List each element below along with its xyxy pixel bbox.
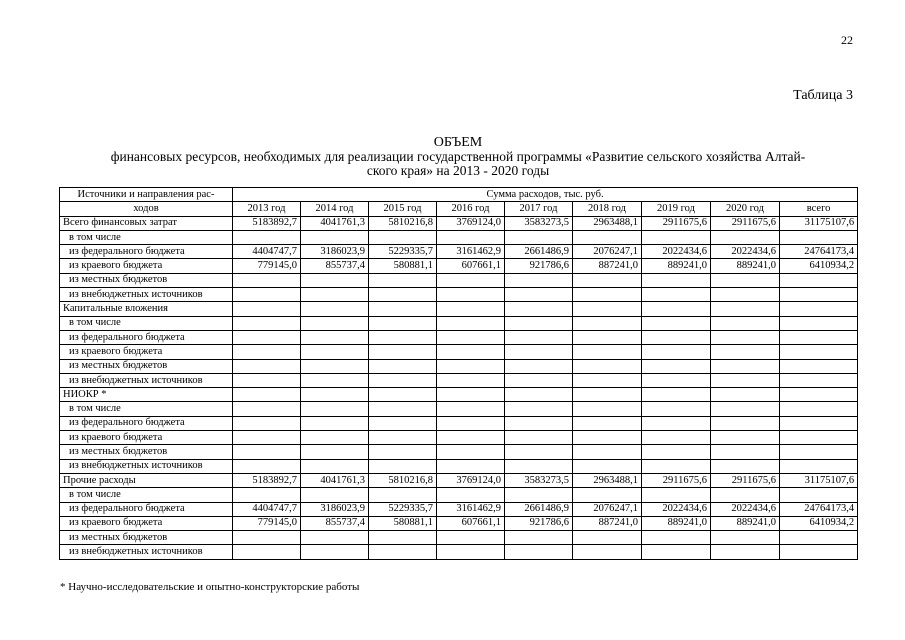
value-cell: 921786,6 — [505, 516, 573, 530]
value-cell — [505, 531, 573, 545]
table-label: Таблица 3 — [793, 88, 853, 103]
value-cell — [711, 459, 780, 473]
value-cell — [505, 459, 573, 473]
value-cell: 607661,1 — [437, 516, 505, 530]
value-cell — [301, 330, 369, 344]
row-label: из краевого бюджета — [60, 431, 233, 445]
table-row — [60, 431, 858, 445]
value-cell — [505, 488, 573, 502]
value-cell — [642, 373, 711, 387]
value-cell: 2076247,1 — [573, 245, 642, 259]
value-cell: 2076247,1 — [573, 502, 642, 516]
table-row — [60, 531, 858, 545]
header-sum: Сумма расходов, тыс. руб. — [233, 188, 858, 202]
table-row — [60, 330, 858, 344]
financial-resources-table — [59, 187, 858, 560]
value-cell — [369, 302, 437, 316]
value-cell: 2911675,6 — [711, 216, 780, 230]
value-cell: 3186023,9 — [301, 245, 369, 259]
value-cell — [437, 345, 505, 359]
value-cell — [642, 330, 711, 344]
row-label: из краевого бюджета — [60, 259, 233, 273]
value-cell — [711, 531, 780, 545]
value-cell — [780, 302, 858, 316]
row-label: из внебюджетных источников — [60, 288, 233, 302]
value-cell: 2022434,6 — [642, 245, 711, 259]
value-cell — [233, 459, 301, 473]
value-cell — [301, 531, 369, 545]
table-body — [60, 216, 858, 559]
header-year: 2017 год — [505, 202, 573, 216]
value-cell — [369, 373, 437, 387]
value-cell — [711, 230, 780, 244]
value-cell — [301, 359, 369, 373]
value-cell — [233, 373, 301, 387]
value-cell — [369, 402, 437, 416]
value-cell: 2963488,1 — [573, 473, 642, 487]
value-cell — [437, 230, 505, 244]
value-cell — [369, 488, 437, 502]
value-cell — [233, 330, 301, 344]
value-cell — [301, 316, 369, 330]
table-row — [60, 445, 858, 459]
table-row — [60, 488, 858, 502]
value-cell: 4404747,7 — [233, 502, 301, 516]
value-cell — [505, 359, 573, 373]
value-cell: 24764173,4 — [780, 245, 858, 259]
value-cell — [711, 545, 780, 559]
value-cell: 2911675,6 — [711, 473, 780, 487]
value-cell: 887241,0 — [573, 516, 642, 530]
value-cell — [711, 316, 780, 330]
header-row-1 — [60, 188, 858, 202]
value-cell — [301, 488, 369, 502]
value-cell — [780, 230, 858, 244]
table-row — [60, 373, 858, 387]
value-cell: 887241,0 — [573, 259, 642, 273]
value-cell — [301, 459, 369, 473]
value-cell: 855737,4 — [301, 259, 369, 273]
value-cell: 5810216,8 — [369, 216, 437, 230]
value-cell — [301, 302, 369, 316]
value-cell — [505, 373, 573, 387]
value-cell: 2022434,6 — [711, 245, 780, 259]
value-cell — [233, 302, 301, 316]
value-cell — [642, 345, 711, 359]
table-row — [60, 502, 858, 516]
value-cell — [642, 273, 711, 287]
value-cell — [301, 345, 369, 359]
value-cell: 2911675,6 — [642, 216, 711, 230]
value-cell — [369, 459, 437, 473]
value-cell: 2661486,9 — [505, 245, 573, 259]
value-cell — [369, 445, 437, 459]
value-cell — [505, 302, 573, 316]
value-cell — [711, 302, 780, 316]
value-cell — [711, 288, 780, 302]
value-cell: 3583273,5 — [505, 216, 573, 230]
value-cell: 2963488,1 — [573, 216, 642, 230]
value-cell — [573, 445, 642, 459]
title-line-1: ОБЪЕМ — [433, 135, 483, 150]
document-title — [58, 136, 858, 178]
row-label: из внебюджетных источников — [60, 459, 233, 473]
row-label: в том числе — [60, 488, 233, 502]
value-cell — [505, 545, 573, 559]
value-cell — [301, 445, 369, 459]
value-cell — [437, 388, 505, 402]
value-cell — [369, 531, 437, 545]
value-cell — [642, 388, 711, 402]
value-cell: 607661,1 — [437, 259, 505, 273]
value-cell: 31175107,6 — [780, 473, 858, 487]
value-cell: 4404747,7 — [233, 245, 301, 259]
value-cell — [642, 488, 711, 502]
value-cell — [780, 488, 858, 502]
header-year: всего — [780, 202, 858, 216]
value-cell — [369, 230, 437, 244]
value-cell — [573, 330, 642, 344]
value-cell: 4041761,3 — [301, 473, 369, 487]
value-cell — [573, 302, 642, 316]
value-cell: 31175107,6 — [780, 216, 858, 230]
value-cell — [505, 316, 573, 330]
value-cell — [301, 416, 369, 430]
value-cell — [505, 431, 573, 445]
value-cell — [301, 388, 369, 402]
value-cell — [780, 373, 858, 387]
value-cell — [573, 388, 642, 402]
header-source-cont: ходов — [60, 202, 233, 216]
value-cell — [301, 273, 369, 287]
table-row — [60, 516, 858, 530]
value-cell — [369, 273, 437, 287]
value-cell — [642, 545, 711, 559]
value-cell — [505, 345, 573, 359]
table-row — [60, 245, 858, 259]
value-cell: 5183892,7 — [233, 216, 301, 230]
value-cell — [437, 373, 505, 387]
value-cell — [642, 416, 711, 430]
value-cell — [437, 545, 505, 559]
value-cell — [573, 230, 642, 244]
value-cell: 889241,0 — [711, 259, 780, 273]
row-label: из федерального бюджета — [60, 245, 233, 259]
value-cell — [369, 288, 437, 302]
footnote: * Научно-исследовательские и опытно-конструкторские работы — [60, 581, 360, 593]
value-cell: 779145,0 — [233, 516, 301, 530]
value-cell — [505, 330, 573, 344]
value-cell — [780, 445, 858, 459]
value-cell — [301, 545, 369, 559]
value-cell — [233, 388, 301, 402]
value-cell — [573, 416, 642, 430]
row-label: Капитальные вложения — [60, 302, 233, 316]
value-cell — [233, 359, 301, 373]
value-cell — [301, 373, 369, 387]
value-cell — [642, 431, 711, 445]
value-cell — [369, 316, 437, 330]
value-cell — [711, 359, 780, 373]
value-cell — [505, 230, 573, 244]
value-cell: 3769124,0 — [437, 473, 505, 487]
header-row-years — [60, 202, 858, 216]
value-cell — [780, 545, 858, 559]
value-cell — [780, 431, 858, 445]
value-cell — [369, 330, 437, 344]
table-row — [60, 273, 858, 287]
value-cell — [642, 402, 711, 416]
value-cell — [642, 459, 711, 473]
row-label: в том числе — [60, 402, 233, 416]
value-cell: 2661486,9 — [505, 502, 573, 516]
header-year: 2016 год — [437, 202, 505, 216]
value-cell — [369, 388, 437, 402]
row-label: из местных бюджетов — [60, 445, 233, 459]
value-cell — [437, 302, 505, 316]
value-cell: 779145,0 — [233, 259, 301, 273]
value-cell: 2911675,6 — [642, 473, 711, 487]
value-cell — [437, 416, 505, 430]
value-cell — [233, 445, 301, 459]
table-row — [60, 402, 858, 416]
value-cell — [780, 402, 858, 416]
value-cell: 3769124,0 — [437, 216, 505, 230]
value-cell: 6410934,2 — [780, 516, 858, 530]
table-row — [60, 545, 858, 559]
value-cell: 6410934,2 — [780, 259, 858, 273]
table-row — [60, 230, 858, 244]
title-line-2: финансовых ресурсов, необходимых для реализации государственной программы «Развитие сельского хозяйства Алтай- — [110, 149, 806, 164]
row-label: из федерального бюджета — [60, 502, 233, 516]
value-cell — [711, 373, 780, 387]
value-cell — [711, 445, 780, 459]
value-cell — [642, 359, 711, 373]
value-cell — [437, 488, 505, 502]
value-cell — [573, 316, 642, 330]
value-cell — [437, 359, 505, 373]
value-cell — [369, 345, 437, 359]
row-label: Всего финансовых затрат — [60, 216, 233, 230]
value-cell — [711, 345, 780, 359]
value-cell — [505, 388, 573, 402]
value-cell — [780, 531, 858, 545]
value-cell — [711, 402, 780, 416]
value-cell: 889241,0 — [642, 516, 711, 530]
value-cell — [437, 531, 505, 545]
value-cell — [233, 416, 301, 430]
value-cell — [780, 388, 858, 402]
table-row — [60, 388, 858, 402]
row-label: из федерального бюджета — [60, 416, 233, 430]
row-label: из краевого бюджета — [60, 345, 233, 359]
value-cell — [573, 345, 642, 359]
table-row — [60, 473, 858, 487]
value-cell — [301, 402, 369, 416]
value-cell — [711, 273, 780, 287]
row-label: из внебюджетных источников — [60, 373, 233, 387]
row-label: из внебюджетных источников — [60, 545, 233, 559]
value-cell — [301, 431, 369, 445]
row-label: из местных бюджетов — [60, 359, 233, 373]
value-cell — [573, 402, 642, 416]
value-cell — [780, 416, 858, 430]
value-cell — [505, 402, 573, 416]
value-cell — [642, 316, 711, 330]
value-cell — [233, 273, 301, 287]
value-cell: 5229335,7 — [369, 502, 437, 516]
value-cell: 5183892,7 — [233, 473, 301, 487]
value-cell — [437, 431, 505, 445]
value-cell — [711, 431, 780, 445]
table-header — [60, 188, 858, 217]
row-label: из местных бюджетов — [60, 273, 233, 287]
value-cell — [573, 431, 642, 445]
table-row — [60, 302, 858, 316]
row-label: в том числе — [60, 230, 233, 244]
value-cell: 855737,4 — [301, 516, 369, 530]
value-cell: 5810216,8 — [369, 473, 437, 487]
header-source: Источники и направления рас- — [60, 188, 233, 202]
value-cell — [437, 316, 505, 330]
value-cell: 580881,1 — [369, 516, 437, 530]
value-cell — [505, 288, 573, 302]
header-year: 2020 год — [711, 202, 780, 216]
value-cell — [642, 288, 711, 302]
header-year: 2019 год — [642, 202, 711, 216]
value-cell — [437, 402, 505, 416]
row-label: в том числе — [60, 316, 233, 330]
table-row — [60, 359, 858, 373]
table-row — [60, 416, 858, 430]
value-cell — [573, 288, 642, 302]
value-cell — [642, 302, 711, 316]
value-cell — [369, 431, 437, 445]
value-cell — [711, 388, 780, 402]
row-label: Прочие расходы — [60, 473, 233, 487]
value-cell — [369, 416, 437, 430]
row-label: из краевого бюджета — [60, 516, 233, 530]
value-cell — [711, 488, 780, 502]
value-cell: 3583273,5 — [505, 473, 573, 487]
value-cell — [642, 531, 711, 545]
value-cell — [711, 416, 780, 430]
value-cell — [780, 359, 858, 373]
value-cell: 3186023,9 — [301, 502, 369, 516]
page-number: 22 — [841, 33, 853, 47]
value-cell — [233, 288, 301, 302]
value-cell — [573, 488, 642, 502]
value-cell: 24764173,4 — [780, 502, 858, 516]
value-cell: 921786,6 — [505, 259, 573, 273]
table-row — [60, 288, 858, 302]
value-cell: 889241,0 — [711, 516, 780, 530]
table-row — [60, 459, 858, 473]
row-label: НИОКР * — [60, 388, 233, 402]
value-cell: 3161462,9 — [437, 502, 505, 516]
value-cell — [233, 316, 301, 330]
value-cell: 4041761,3 — [301, 216, 369, 230]
row-label: из местных бюджетов — [60, 531, 233, 545]
value-cell — [233, 545, 301, 559]
value-cell — [505, 416, 573, 430]
value-cell — [642, 445, 711, 459]
value-cell — [711, 330, 780, 344]
value-cell — [437, 273, 505, 287]
table-row — [60, 216, 858, 230]
value-cell — [642, 230, 711, 244]
value-cell — [573, 531, 642, 545]
value-cell: 2022434,6 — [711, 502, 780, 516]
header-year: 2018 год — [573, 202, 642, 216]
value-cell — [369, 359, 437, 373]
value-cell — [233, 345, 301, 359]
value-cell — [573, 459, 642, 473]
table-row — [60, 345, 858, 359]
value-cell — [780, 316, 858, 330]
value-cell — [233, 488, 301, 502]
header-year: 2014 год — [301, 202, 369, 216]
value-cell — [780, 330, 858, 344]
value-cell — [573, 359, 642, 373]
value-cell — [780, 288, 858, 302]
table-row — [60, 316, 858, 330]
value-cell: 580881,1 — [369, 259, 437, 273]
table-row — [60, 259, 858, 273]
value-cell — [573, 373, 642, 387]
value-cell: 889241,0 — [642, 259, 711, 273]
value-cell — [437, 288, 505, 302]
header-year: 2015 год — [369, 202, 437, 216]
header-year: 2013 год — [233, 202, 301, 216]
value-cell — [301, 288, 369, 302]
value-cell — [780, 273, 858, 287]
value-cell — [233, 431, 301, 445]
value-cell — [233, 531, 301, 545]
value-cell — [233, 230, 301, 244]
value-cell — [301, 230, 369, 244]
value-cell — [437, 459, 505, 473]
value-cell — [573, 273, 642, 287]
value-cell — [780, 459, 858, 473]
value-cell — [437, 330, 505, 344]
value-cell — [437, 445, 505, 459]
value-cell — [573, 545, 642, 559]
value-cell — [505, 273, 573, 287]
value-cell: 2022434,6 — [642, 502, 711, 516]
value-cell: 3161462,9 — [437, 245, 505, 259]
value-cell — [369, 545, 437, 559]
value-cell — [233, 402, 301, 416]
value-cell — [780, 345, 858, 359]
title-line-3: ского края» на 2013 - 2020 годы — [366, 163, 550, 178]
value-cell: 5229335,7 — [369, 245, 437, 259]
value-cell — [505, 445, 573, 459]
row-label: из федерального бюджета — [60, 330, 233, 344]
